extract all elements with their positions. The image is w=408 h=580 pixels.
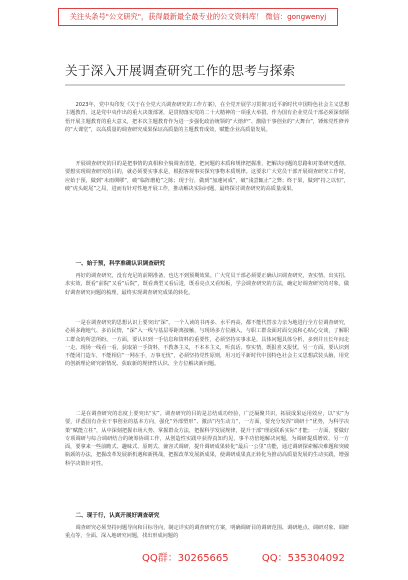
body-paragraph-intro-2: 开展调查研究的目的是把事情的真相和全貌调查清楚，把问题的本质和规律把握准，把解决问题的思路和对策研究透彻。要想实现调查研究的目的，就必须要实事求是，根据客观事实探究事物本质规律。这要求广大党员干部开展调查研究工作时，应始于预，做到“未雨绸缪”，破“临阵磨枪”之陈；现于行，做到“加速问成”，破“浅尝辄止”之弊；终于果，做到“持之以恒”，破“虎头蛇尾”之局，进而有针对性地开展工作，推动解决实际问题，最终探讨调查研究的高质量成果。: [65, 161, 349, 192]
footer-qq: QQ：535304092: [261, 553, 345, 564]
body-paragraph-s1-3: 二是在调查研究的态度上要突出“实”。调查研究的目的是总结成功经验，广泛凝聚共识，拓展成果运用效应，以“实”为要，详悉国有企业干事创业的基本方向，强化“外部塑形”、激活“内生动力”，一方面，要充分发挥“调研十”优势，为科学决策“赋能立柱”，从中深刻把握市场大势、掌握群众方法，把握科学发展规律，提升干部“理论联系实际”才能；一方面，要做好专项调研与综合调研结合的统筹协调工作，从创造性实践中获得真知灼见，事半功倍地解决问题，为调研提质增效、另一方面，要拿来一些前瞻式、趣味式、原则式、兼容式调研，提升调研成果转化“最后一公里”功能，通过调研探索解决难题和突破瓶颈的办法，把握改革发展新机遇和新挑战，把握改革发展新成果，使调研成果真正转化为推动高质量发展的生动实践，增强科学决策针对性。: [65, 411, 349, 467]
body-paragraph-s1-1: 再好的调查研究，没有充足的前期准备，也达不到预期效果。广大党员干部必须要正确认识调查研究，查实情、出实招、求实效，既看“前院”又看“后院”，既看典型又看后进，既看亮点又看短板，学会调查研究的方法，确定好调查研究的对象，做好调查研究问题的梳理，最终实现调查研究成果的转化。: [65, 273, 349, 296]
footer-contact: [142, 552, 345, 566]
top-banner: 关注头条号"公文研究"，获得最新最全最专业的公文资料库！ 微信：gongwenyj: [58, 8, 338, 26]
body-paragraph-s2-1: 调查研究必须坚持问题导向和目标导向，制定详实的调查研究方案，明确调研目的调研范围、调研地点、调研对象、调研重点等，全面、深入地研究问题，找出形成问题的: [65, 525, 349, 540]
section-heading-2: 二、现于行，认真开展好调查研究: [75, 513, 160, 519]
body-paragraph-s1-2: 一是在调查研究的思想认识上要突出“深”。一个人读的书再多、水平再高，都不能代替亲力亲为地进行全方位调查研究，必须多跑地气、多访民情，“深”入一线与基层零距离接触，与现场多方位融入，与职工群众面对面交流和心贴心交谈，了解职工群众的所思所盼。一方面，要认识到一手信息和资料的重要性，必须坚持实事求是，具体问题具体分析，多到并且长年间走一走、现场一线看一看，获取第一手资料，不教条主义，不本本主义，听真话、察实情，既报喜又报忧。另一方面，要认识到不能闭门造车，不能相信“一网在手，万事无忧”，必须坚持党性原则，用习近平新时代中国特色社会主义思想武装头脑，用党的创新理论研究新情况、获取新的规律性认识、全方位解决新问题。: [65, 320, 349, 368]
footer-qq-group: QQ群：30265665: [142, 553, 229, 564]
body-paragraph-intro-1: 2023年，党中央印发《关于在全党大兴调查研究的工作方案》，在全党开展学习贯彻习近平新时代中国特色社会主义思想主题教育，这是党中央作出的重大决策部署，是贯彻落实党的二十大精神的一项重大举措。作为国有企业党员干部必须深刻领悟开展主题教育的重大意义，把本次主题教育作为进一步强化政治统领的“大熔炉”、激励干事创业的“大舞台”，锤炼党性修养的“大课堂”，以高质量的调查研究成果保证高质量的主题教育成效，赋能企业高质量发展。: [65, 102, 349, 133]
title-divider: [65, 84, 345, 86]
page-title: 关于深入开展调查研究工作的思考与探索: [65, 63, 296, 78]
section-heading-1: 一、始于预，科学准确认识调查研究: [75, 261, 166, 267]
